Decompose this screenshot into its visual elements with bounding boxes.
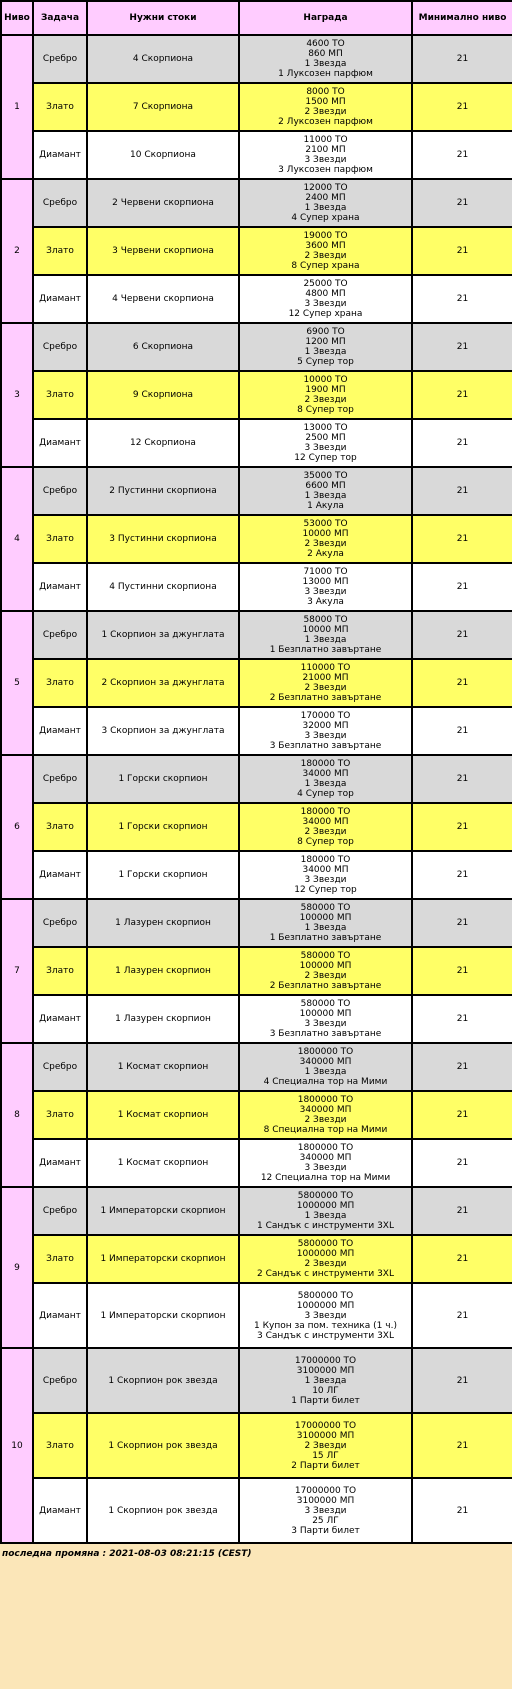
goods-cell: 9 Скорпиона bbox=[87, 371, 239, 419]
goods-cell: 1 Скорпион за джунглата bbox=[87, 611, 239, 659]
goods-cell: 1 Императорски скорпион bbox=[87, 1187, 239, 1235]
level-cell: 9 bbox=[1, 1187, 33, 1348]
table-row bbox=[1, 899, 512, 947]
goods-cell: 1 Горски скорпион bbox=[87, 851, 239, 899]
level-cell: 8 bbox=[1, 1043, 33, 1187]
task-cell: Сребро bbox=[33, 179, 87, 227]
goods-cell: 1 Горски скорпион bbox=[87, 803, 239, 851]
goods-cell: 1 Скорпион рок звезда bbox=[87, 1413, 239, 1478]
min-level-cell: 21 bbox=[412, 131, 512, 179]
table-row bbox=[1, 275, 512, 323]
table-row bbox=[1, 611, 512, 659]
reward-cell: 8000 ТО 1500 МП 2 Звезди 2 Луксозен парфюм bbox=[239, 83, 412, 131]
min-level-cell: 21 bbox=[412, 755, 512, 803]
header-level: Ниво bbox=[1, 1, 33, 35]
reward-cell: 170000 ТО 32000 МП 3 Звезди 3 Безплатно завъртане bbox=[239, 707, 412, 755]
task-cell: Диамант bbox=[33, 275, 87, 323]
task-cell: Сребро bbox=[33, 35, 87, 83]
task-cell: Диамант bbox=[33, 131, 87, 179]
task-cell: Злато bbox=[33, 1235, 87, 1283]
task-cell: Злато bbox=[33, 371, 87, 419]
task-cell: Сребро bbox=[33, 1348, 87, 1413]
task-cell: Злато bbox=[33, 515, 87, 563]
min-level-cell: 21 bbox=[412, 1091, 512, 1139]
min-level-cell: 21 bbox=[412, 995, 512, 1043]
table-row bbox=[1, 323, 512, 371]
table-row bbox=[1, 659, 512, 707]
min-level-cell: 21 bbox=[412, 227, 512, 275]
reward-cell: 19000 ТО 3600 МП 2 Звезди 8 Супер храна bbox=[239, 227, 412, 275]
reward-cell: 53000 ТО 10000 МП 2 Звезди 2 Акула bbox=[239, 515, 412, 563]
task-cell: Злато bbox=[33, 659, 87, 707]
header-reward: Награда bbox=[239, 1, 412, 35]
goods-cell: 2 Пустинни скорпиона bbox=[87, 467, 239, 515]
min-level-cell: 21 bbox=[412, 371, 512, 419]
level-cell: 4 bbox=[1, 467, 33, 611]
table-row bbox=[1, 1091, 512, 1139]
min-level-cell: 21 bbox=[412, 179, 512, 227]
goods-cell: 2 Скорпион за джунглата bbox=[87, 659, 239, 707]
min-level-cell: 21 bbox=[412, 899, 512, 947]
min-level-cell: 21 bbox=[412, 1187, 512, 1235]
table-row bbox=[1, 419, 512, 467]
reward-cell: 13000 ТО 2500 МП 3 Звезди 12 Супер тор bbox=[239, 419, 412, 467]
task-cell: Сребро bbox=[33, 323, 87, 371]
min-level-cell: 21 bbox=[412, 1348, 512, 1413]
reward-cell: 180000 ТО 34000 МП 1 Звезда 4 Супер тор bbox=[239, 755, 412, 803]
task-cell: Сребро bbox=[33, 1043, 87, 1091]
goods-cell: 12 Скорпиона bbox=[87, 419, 239, 467]
task-cell: Диамант bbox=[33, 851, 87, 899]
min-level-cell: 21 bbox=[412, 515, 512, 563]
min-level-cell: 21 bbox=[412, 563, 512, 611]
min-level-cell: 21 bbox=[412, 851, 512, 899]
table-row bbox=[1, 707, 512, 755]
goods-cell: 1 Космат скорпион bbox=[87, 1043, 239, 1091]
reward-cell: 580000 ТО 100000 МП 1 Звезда 1 Безплатно завъртане bbox=[239, 899, 412, 947]
goods-cell: 7 Скорпиона bbox=[87, 83, 239, 131]
goods-cell: 1 Космат скорпион bbox=[87, 1091, 239, 1139]
level-cell: 7 bbox=[1, 899, 33, 1043]
goods-cell: 2 Червени скорпиона bbox=[87, 179, 239, 227]
goods-cell: 3 Червени скорпиона bbox=[87, 227, 239, 275]
table-row bbox=[1, 851, 512, 899]
level-cell: 10 bbox=[1, 1348, 33, 1543]
table-row bbox=[1, 1139, 512, 1187]
min-level-cell: 21 bbox=[412, 1235, 512, 1283]
task-cell: Злато bbox=[33, 1413, 87, 1478]
reward-cell: 25000 ТО 4800 МП 3 Звезди 12 Супер храна bbox=[239, 275, 412, 323]
task-cell: Сребро bbox=[33, 755, 87, 803]
task-cell: Диамант bbox=[33, 1478, 87, 1543]
task-cell: Злато bbox=[33, 227, 87, 275]
table-row bbox=[1, 371, 512, 419]
task-cell: Сребро bbox=[33, 899, 87, 947]
table-row bbox=[1, 803, 512, 851]
reward-cell: 580000 ТО 100000 МП 3 Звезди 3 Безплатно завъртане bbox=[239, 995, 412, 1043]
goods-cell: 1 Космат скорпион bbox=[87, 1139, 239, 1187]
goods-cell: 10 Скорпиона bbox=[87, 131, 239, 179]
table-row bbox=[1, 1413, 512, 1478]
last-modified-footer: последна промяна : 2021-08-03 08:21:15 (CEST) bbox=[0, 1544, 512, 1564]
table-row bbox=[1, 467, 512, 515]
goods-cell: 1 Императорски скорпион bbox=[87, 1283, 239, 1348]
task-cell: Злато bbox=[33, 1091, 87, 1139]
goods-cell: 6 Скорпиона bbox=[87, 323, 239, 371]
reward-cell: 580000 ТО 100000 МП 2 Звезди 2 Безплатно завъртане bbox=[239, 947, 412, 995]
min-level-cell: 21 bbox=[412, 707, 512, 755]
task-cell: Злато bbox=[33, 803, 87, 851]
table-row bbox=[1, 179, 512, 227]
table-row bbox=[1, 1283, 512, 1348]
min-level-cell: 21 bbox=[412, 1043, 512, 1091]
table-row bbox=[1, 755, 512, 803]
table-row bbox=[1, 131, 512, 179]
goods-cell: 1 Императорски скорпион bbox=[87, 1235, 239, 1283]
reward-cell: 58000 ТО 10000 МП 1 Звезда 1 Безплатно завъртане bbox=[239, 611, 412, 659]
reward-cell: 12000 ТО 2400 МП 1 Звезда 4 Супер храна bbox=[239, 179, 412, 227]
level-cell: 5 bbox=[1, 611, 33, 755]
reward-cell: 5800000 ТО 1000000 МП 1 Звезда 1 Сандък с инструменти 3XL bbox=[239, 1187, 412, 1235]
table-row bbox=[1, 1348, 512, 1413]
min-level-cell: 21 bbox=[412, 611, 512, 659]
reward-cell: 17000000 ТО 3100000 МП 1 Звезда 10 ЛГ 1 Парти билет bbox=[239, 1348, 412, 1413]
min-level-cell: 21 bbox=[412, 803, 512, 851]
level-cell: 6 bbox=[1, 755, 33, 899]
goods-cell: 4 Червени скорпиона bbox=[87, 275, 239, 323]
min-level-cell: 21 bbox=[412, 323, 512, 371]
goods-cell: 3 Скорпион за джунглата bbox=[87, 707, 239, 755]
min-level-cell: 21 bbox=[412, 1413, 512, 1478]
min-level-cell: 21 bbox=[412, 1283, 512, 1348]
table-row bbox=[1, 515, 512, 563]
reward-cell: 17000000 ТО 3100000 МП 2 Звезди 15 ЛГ 2 Парти билет bbox=[239, 1413, 412, 1478]
task-cell: Диамант bbox=[33, 1283, 87, 1348]
min-level-cell: 21 bbox=[412, 275, 512, 323]
task-cell: Сребро bbox=[33, 611, 87, 659]
reward-cell: 5800000 ТО 1000000 МП 3 Звезди 1 Купон за пом. техника (1 ч.) 3 Сандък с инструменти 3XL bbox=[239, 1283, 412, 1348]
quest-table-body bbox=[1, 35, 512, 1543]
table-row bbox=[1, 227, 512, 275]
min-level-cell: 21 bbox=[412, 659, 512, 707]
reward-cell: 35000 ТО 6600 МП 1 Звезда 1 Акула bbox=[239, 467, 412, 515]
table-row bbox=[1, 563, 512, 611]
task-cell: Диамант bbox=[33, 707, 87, 755]
level-cell: 2 bbox=[1, 179, 33, 323]
table-row bbox=[1, 1043, 512, 1091]
task-cell: Злато bbox=[33, 83, 87, 131]
header-goods: Нужни стоки bbox=[87, 1, 239, 35]
goods-cell: 1 Лазурен скорпион bbox=[87, 899, 239, 947]
table-row bbox=[1, 1187, 512, 1235]
min-level-cell: 21 bbox=[412, 467, 512, 515]
reward-cell: 6900 ТО 1200 МП 1 Звезда 5 Супер тор bbox=[239, 323, 412, 371]
header-task: Задача bbox=[33, 1, 87, 35]
goods-cell: 4 Пустинни скорпиона bbox=[87, 563, 239, 611]
level-cell: 3 bbox=[1, 323, 33, 467]
reward-cell: 1800000 ТО 340000 МП 1 Звезда 4 Специална тор на Мими bbox=[239, 1043, 412, 1091]
goods-cell: 4 Скорпиона bbox=[87, 35, 239, 83]
task-cell: Диамант bbox=[33, 1139, 87, 1187]
goods-cell: 1 Скорпион рок звезда bbox=[87, 1348, 239, 1413]
reward-cell: 110000 ТО 21000 МП 2 Звезди 2 Безплатно завъртане bbox=[239, 659, 412, 707]
header-row bbox=[1, 1, 512, 35]
min-level-cell: 21 bbox=[412, 947, 512, 995]
table-row bbox=[1, 1235, 512, 1283]
reward-cell: 1800000 ТО 340000 МП 2 Звезди 8 Специална тор на Мими bbox=[239, 1091, 412, 1139]
task-cell: Диамант bbox=[33, 995, 87, 1043]
table-row bbox=[1, 947, 512, 995]
min-level-cell: 21 bbox=[412, 419, 512, 467]
reward-cell: 5800000 ТО 1000000 МП 2 Звезди 2 Сандък с инструменти 3XL bbox=[239, 1235, 412, 1283]
task-cell: Сребро bbox=[33, 467, 87, 515]
min-level-cell: 21 bbox=[412, 1139, 512, 1187]
task-cell: Диамант bbox=[33, 563, 87, 611]
task-cell: Сребро bbox=[33, 1187, 87, 1235]
reward-cell: 11000 ТО 2100 МП 3 Звезди 3 Луксозен парфюм bbox=[239, 131, 412, 179]
goods-cell: 1 Лазурен скорпион bbox=[87, 995, 239, 1043]
table-row bbox=[1, 1478, 512, 1543]
task-cell: Диамант bbox=[33, 419, 87, 467]
header-min-level: Минимално ниво bbox=[412, 1, 512, 35]
goods-cell: 1 Горски скорпион bbox=[87, 755, 239, 803]
reward-cell: 71000 ТО 13000 МП 3 Звезди 3 Акула bbox=[239, 563, 412, 611]
reward-cell: 4600 ТО 860 МП 1 Звезда 1 Луксозен парфюм bbox=[239, 35, 412, 83]
reward-cell: 1800000 ТО 340000 МП 3 Звезди 12 Специална тор на Мими bbox=[239, 1139, 412, 1187]
min-level-cell: 21 bbox=[412, 35, 512, 83]
goods-cell: 1 Лазурен скорпион bbox=[87, 947, 239, 995]
goods-cell: 3 Пустинни скорпиона bbox=[87, 515, 239, 563]
table-row bbox=[1, 35, 512, 83]
table-row bbox=[1, 995, 512, 1043]
task-cell: Злато bbox=[33, 947, 87, 995]
level-cell: 1 bbox=[1, 35, 33, 179]
reward-cell: 10000 ТО 1900 МП 2 Звезди 8 Супер тор bbox=[239, 371, 412, 419]
min-level-cell: 21 bbox=[412, 83, 512, 131]
min-level-cell: 21 bbox=[412, 1478, 512, 1543]
reward-cell: 180000 ТО 34000 МП 2 Звезди 8 Супер тор bbox=[239, 803, 412, 851]
goods-cell: 1 Скорпион рок звезда bbox=[87, 1478, 239, 1543]
reward-cell: 17000000 ТО 3100000 МП 3 Звезди 25 ЛГ 3 Парти билет bbox=[239, 1478, 412, 1543]
reward-cell: 180000 ТО 34000 МП 3 Звезди 12 Супер тор bbox=[239, 851, 412, 899]
table-row bbox=[1, 83, 512, 131]
